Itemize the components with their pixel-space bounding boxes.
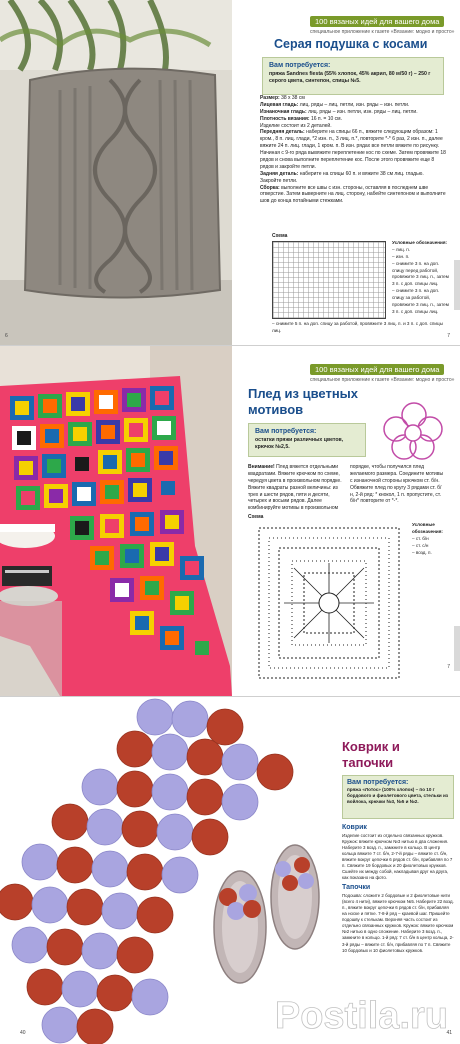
materials-box: [248, 423, 366, 457]
page-number-left: 40: [20, 1030, 26, 1036]
header-subtitle: специальное приложение к газете «Вязание: модно и просто»: [310, 377, 455, 383]
blanket-photo: [0, 346, 232, 696]
chart-legend: Условные обозначения: – лиц. п. – изн. п. – снимите 3 п. на доп. спицу перед работой, провяжите 3 лиц. п., затем 3 п. с доп. спицы лиц. – снимите 3 п. на доп. спицу за работой, провяжите 3 лиц. п., затем 3 п. с доп. спицы лиц.: [392, 240, 449, 314]
materials-text: пряжа «Лотос» (100% хлопок) – по 10 г бордового и фиолетового цвета, стельки из войлока, крючки №3, №5 и №2.: [347, 787, 449, 805]
pillow-photo: [0, 0, 232, 345]
blanket-text-page: [232, 346, 460, 696]
page-number-right: 7: [447, 664, 450, 670]
blanket-spread: [0, 346, 460, 696]
svg-text:Postila.ru: Postila.ru: [274, 995, 448, 1037]
side-tab: [454, 626, 460, 671]
chart-footnote: – снимите 5 п. на доп. спицу за работой, провяжите 3 лиц. п. и 3 п. с доп. спицы лиц.: [272, 321, 443, 333]
side-tab: [454, 260, 460, 310]
page-number-right: 41: [446, 1030, 452, 1036]
materials-text: остатки пряжи различных цветов, крючок №2,5.: [255, 437, 344, 451]
pillow-text-page: [232, 0, 460, 345]
page-number-right: 7: [447, 333, 450, 339]
materials-title: Вам потребуется:: [255, 428, 317, 435]
postila-watermark: [262, 988, 452, 1038]
materials-title: Вам потребуется:: [269, 62, 331, 69]
pillow-spread: [0, 0, 460, 345]
scheme-label: Схема: [272, 233, 288, 239]
rug-spread: [0, 697, 460, 1044]
materials-box: [342, 775, 454, 819]
instructions: Размер: 38 х 38 см Лицевая гладь: лиц. ряды – лиц. петли, изн. ряды – изн. петли. Изнаночная гладь: лиц. ряды – изн. петли, изн. ряды – лиц. петли. Плотность вязания: 16 п. = 10 см. Изделие состоит из 2 деталей. Передняя деталь: наберите на спицы 66 п., вяжите следующим образом: 1 кром., 8 п. лиц. глади, *2 изн. п., 3 лиц. п.*, повторите *-* 6 раз, 2 изн. п., далее вяжите 24 п. лиц. глади, 1 кром. п. В изн. рядах все петли вяжите по рисунку. Начиная с 9-го ряда вывяжите переплетение кос по схеме. Затем провяжите 18 рядов и снова выполните переплетение кос. После этого провяжите еще 8 рядов и закройте петли. Задняя деталь: наберите на спицы 60 п. и вяжите 38 см лиц. гладью. Закройте петли. Сборка: выполните все швы с изн. стороны, оставляя в последнем шве отверстие. Затем выверните на лиц. сторону, набейте синтепоном и выполните шов до конца потайными стежками.: [260, 95, 446, 205]
page-title: Серая подушка с косами: [274, 37, 428, 51]
blanket-illustration: [0, 346, 232, 696]
page-number-left: 6: [5, 333, 8, 339]
scheme-label: Схема: [248, 514, 264, 520]
materials-box: [262, 57, 444, 95]
crochet-chart: [254, 523, 404, 683]
page-title: Коврик и тапочки: [342, 739, 400, 770]
pillow-illustration: [0, 0, 232, 345]
chart-legend: Условные обозначения: – ст. б/н – ст. с/н – возд. п.: [412, 522, 443, 555]
instructions: Внимание! Плед вяжется отдельными квадратами. Вяжите крючком по схеме, чередуя цвета в произвольном порядке. Вяжите квадраты разной величины: из трех и шести рядов, пяти и десяти, четырех и восьми рядов. Далее комбинируйте мотивы в произвольном порядке, чтобы получился плед желаемого размера. Соедините мотивы с изнаночной стороны крючком ст. б/н. Обвяжите плед по кругу 3 рядами ст. б/н, 2-й ряд: * кнокол, 1 п. пропустите, ст. б/н* повторите от *-*.: [248, 464, 444, 512]
flower-motif: [382, 401, 446, 461]
materials-text: пряжа Sandnes fiesta (55% хлопок, 45% акрил, 80 м/50 г) – 250 г серого цвета, синтепон, спицы №5.: [269, 71, 431, 85]
instructions: Коврик Изделие состоит из отдельно связанных кружков. Кружок: вяжите крючком №3 нитью в два сложения. Наберите 3 возд. п., замкните в кольцо. В центр кольца вяжите 7 ст. б/н, 2-7-й ряды – вяжите ст. б/н, вяжите вокруг цепочки 6 рядов ст. б/н, прибавляя по 7 п. Свяжите 19 бордовых и 20 фиолетовых кружков. Сшейте их между собой, накладывая друг на друга, как показано на фото. Тапочки Подошва: сложите 2 бордовые и 2 фиолетовые нити (всего 4 нити), вяжите крючком №5. Наберите 22 возд. п., вяжите вокруг цепочки 6 рядов ст. б/н, прибавляя на носке и пятке. 7-8-й ряд – краевой шаг. Пришейте подошву к стелькам. Верхняя часть состоит из отдельно связанных кружков. Кружок: вяжите крючком №2 нитью в одно сложение. Наберите 3 возд. п., замкните в кольцо. 1-й ряд: 7 ст. б/н в центр кольца, 2-3-й ряды – вяжите ст. б/н, прибавляя по 7 п. Свяжите 10 бордовых и 10 фиолетовых кружков.: [342, 824, 454, 953]
page-title: Плед из цветных мотивов: [248, 386, 359, 417]
header-subtitle: специальное приложение к газете «Вязание: модно и просто»: [310, 29, 455, 35]
knit-chart: [272, 241, 386, 319]
header-badge: 100 вязаных идей для вашего дома: [310, 364, 444, 375]
header-badge: 100 вязаных идей для вашего дома: [310, 16, 444, 27]
materials-title: Вам потребуется:: [347, 779, 409, 786]
